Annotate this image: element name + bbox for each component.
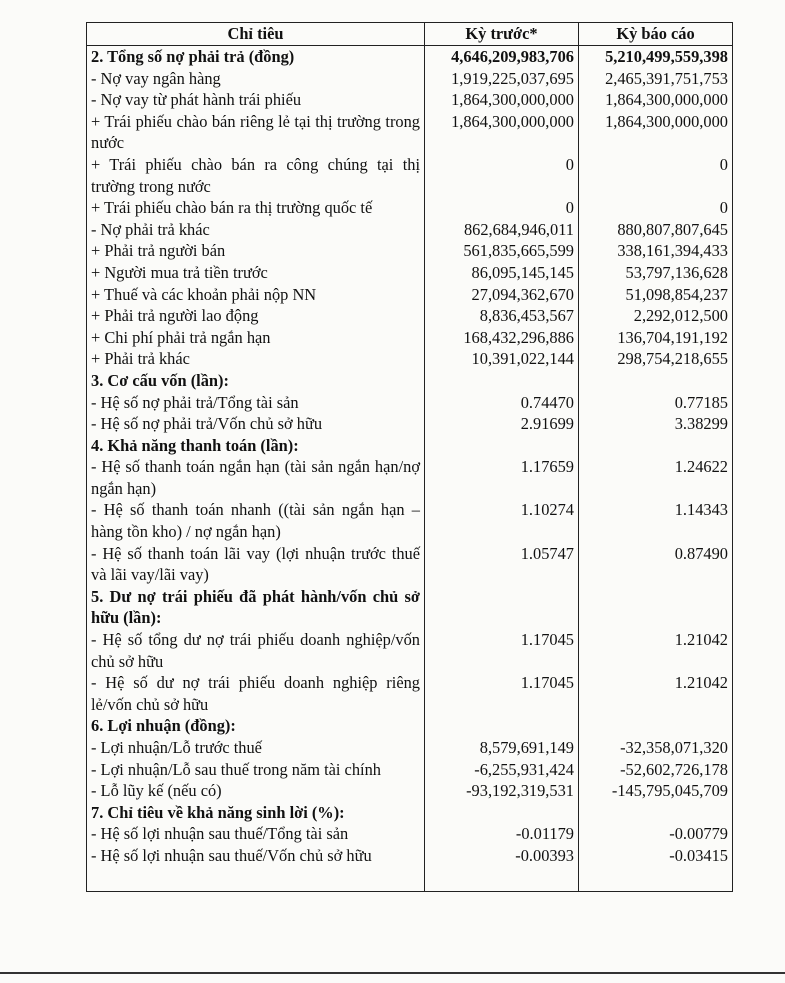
row-previous-value: -0.00393 — [425, 845, 579, 892]
row-previous-value: 561,835,665,599 — [425, 240, 579, 262]
row-current-value — [579, 586, 733, 629]
row-previous-value — [425, 802, 579, 824]
row-current-value: 3.38299 — [579, 413, 733, 435]
row-label: - Nợ vay ngân hàng — [87, 68, 425, 90]
table-row — [87, 802, 733, 824]
row-previous-value: 0 — [425, 197, 579, 219]
row-current-value: 1,864,300,000,000 — [579, 111, 733, 154]
row-label: + Trái phiếu chào bán riêng lẻ tại thị trường trong nước — [87, 111, 425, 154]
table-row — [87, 46, 733, 68]
table-row — [87, 672, 733, 715]
table-row — [87, 715, 733, 737]
row-current-value: 2,465,391,751,753 — [579, 68, 733, 90]
table-row — [87, 413, 733, 435]
table-row — [87, 68, 733, 90]
table-row — [87, 845, 733, 892]
row-previous-value: 2.91699 — [425, 413, 579, 435]
row-label: 2. Tổng số nợ phải trả (đồng) — [87, 46, 425, 68]
row-current-value: 298,754,218,655 — [579, 348, 733, 370]
row-current-value: 136,704,191,192 — [579, 327, 733, 349]
row-label: - Hệ số lợi nhuận sau thuế/Vốn chủ sở hữu — [87, 845, 425, 892]
row-current-value: 51,098,854,237 — [579, 284, 733, 306]
row-current-value: -0.00779 — [579, 823, 733, 845]
row-current-value — [579, 802, 733, 824]
table-row — [87, 370, 733, 392]
table-row — [87, 240, 733, 262]
row-label: 4. Khả năng thanh toán (lần): — [87, 435, 425, 457]
row-label: + Phải trả người bán — [87, 240, 425, 262]
row-label: - Lỗ lũy kế (nếu có) — [87, 780, 425, 802]
table-row — [87, 737, 733, 759]
table-row — [87, 327, 733, 349]
row-previous-value: 8,579,691,149 — [425, 737, 579, 759]
table-row — [87, 759, 733, 781]
table-row — [87, 543, 733, 586]
row-current-value: -32,358,071,320 — [579, 737, 733, 759]
row-previous-value: 1,919,225,037,695 — [425, 68, 579, 90]
row-label: + Phải trả khác — [87, 348, 425, 370]
row-current-value: 2,292,012,500 — [579, 305, 733, 327]
table-row — [87, 823, 733, 845]
table-row — [87, 456, 733, 499]
row-current-value: -52,602,726,178 — [579, 759, 733, 781]
table-row — [87, 392, 733, 414]
row-current-value: 0 — [579, 154, 733, 197]
header-previous-period: Kỳ trước* — [425, 23, 579, 46]
row-current-value: 880,807,807,645 — [579, 219, 733, 241]
table-row — [87, 435, 733, 457]
table-header — [87, 23, 733, 46]
row-label: + Thuế và các khoản phải nộp NN — [87, 284, 425, 306]
row-previous-value: 10,391,022,144 — [425, 348, 579, 370]
financial-indicators-table — [86, 22, 733, 892]
row-label: - Hệ số thanh toán lãi vay (lợi nhuận trước thuế và lãi vay/lãi vay) — [87, 543, 425, 586]
row-previous-value: 1,864,300,000,000 — [425, 111, 579, 154]
table-row — [87, 111, 733, 154]
row-label: - Lợi nhuận/Lỗ sau thuế trong năm tài chính — [87, 759, 425, 781]
table-row — [87, 499, 733, 542]
row-previous-value: 1.05747 — [425, 543, 579, 586]
table-row — [87, 284, 733, 306]
table-row — [87, 89, 733, 111]
row-label: - Nợ phải trả khác — [87, 219, 425, 241]
table-row — [87, 586, 733, 629]
row-previous-value: 1.17659 — [425, 456, 579, 499]
table-row — [87, 780, 733, 802]
page-bottom-rule — [0, 972, 785, 974]
row-label: - Hệ số thanh toán ngắn hạn (tài sản ngắn hạn/nợ ngắn hạn) — [87, 456, 425, 499]
table-row — [87, 219, 733, 241]
row-previous-value: 4,646,209,983,706 — [425, 46, 579, 68]
row-label: - Hệ số lợi nhuận sau thuế/Tổng tài sản — [87, 823, 425, 845]
table-row — [87, 197, 733, 219]
row-current-value: 1.21042 — [579, 629, 733, 672]
row-current-value: 1,864,300,000,000 — [579, 89, 733, 111]
row-label: - Hệ số thanh toán nhanh ((tài sản ngắn hạn – hàng tồn kho) / nợ ngắn hạn) — [87, 499, 425, 542]
row-previous-value: -6,255,931,424 — [425, 759, 579, 781]
row-current-value: 0.87490 — [579, 543, 733, 586]
row-previous-value: 0 — [425, 154, 579, 197]
row-label: 5. Dư nợ trái phiếu đã phát hành/vốn chủ sở hữu (lần): — [87, 586, 425, 629]
row-label: - Nợ vay từ phát hành trái phiếu — [87, 89, 425, 111]
row-label: - Hệ số dư nợ trái phiếu doanh nghiệp riêng lẻ/vốn chủ sở hữu — [87, 672, 425, 715]
row-previous-value: 1,864,300,000,000 — [425, 89, 579, 111]
row-current-value: -145,795,045,709 — [579, 780, 733, 802]
table-row — [87, 305, 733, 327]
row-label: 7. Chỉ tiêu về khả năng sinh lời (%): — [87, 802, 425, 824]
row-previous-value: 8,836,453,567 — [425, 305, 579, 327]
row-current-value: -0.03415 — [579, 845, 733, 892]
row-current-value: 0 — [579, 197, 733, 219]
row-current-value: 1.24622 — [579, 456, 733, 499]
row-label: - Lợi nhuận/Lỗ trước thuế — [87, 737, 425, 759]
row-previous-value: -93,192,319,531 — [425, 780, 579, 802]
row-previous-value: -0.01179 — [425, 823, 579, 845]
table-row — [87, 348, 733, 370]
table-row — [87, 629, 733, 672]
row-previous-value: 1.17045 — [425, 672, 579, 715]
row-previous-value: 862,684,946,011 — [425, 219, 579, 241]
row-previous-value: 27,094,362,670 — [425, 284, 579, 306]
row-label: + Người mua trả tiền trước — [87, 262, 425, 284]
row-label: + Phải trả người lao động — [87, 305, 425, 327]
row-previous-value — [425, 586, 579, 629]
row-label: + Trái phiếu chào bán ra thị trường quốc tế — [87, 197, 425, 219]
row-current-value — [579, 435, 733, 457]
row-current-value — [579, 715, 733, 737]
table-body — [87, 46, 733, 892]
row-previous-value: 86,095,145,145 — [425, 262, 579, 284]
row-previous-value: 168,432,296,886 — [425, 327, 579, 349]
row-label: - Hệ số nợ phải trả/Vốn chủ sở hữu — [87, 413, 425, 435]
row-current-value: 5,210,499,559,398 — [579, 46, 733, 68]
table-row — [87, 262, 733, 284]
row-previous-value — [425, 715, 579, 737]
row-current-value: 338,161,394,433 — [579, 240, 733, 262]
row-current-value: 1.21042 — [579, 672, 733, 715]
row-current-value: 53,797,136,628 — [579, 262, 733, 284]
row-previous-value: 1.17045 — [425, 629, 579, 672]
row-label: 6. Lợi nhuận (đồng): — [87, 715, 425, 737]
row-previous-value: 0.74470 — [425, 392, 579, 414]
row-label: 3. Cơ cấu vốn (lần): — [87, 370, 425, 392]
row-previous-value — [425, 435, 579, 457]
row-previous-value: 1.10274 — [425, 499, 579, 542]
header-indicator: Chỉ tiêu — [87, 23, 425, 46]
header-reporting-period: Kỳ báo cáo — [579, 23, 733, 46]
row-label: + Trái phiếu chào bán ra công chúng tại thị trường trong nước — [87, 154, 425, 197]
row-current-value — [579, 370, 733, 392]
row-previous-value — [425, 370, 579, 392]
row-current-value: 1.14343 — [579, 499, 733, 542]
row-label: - Hệ số tổng dư nợ trái phiếu doanh nghiệp/vốn chủ sở hữu — [87, 629, 425, 672]
row-label: + Chi phí phải trả ngắn hạn — [87, 327, 425, 349]
row-label: - Hệ số nợ phải trả/Tổng tài sản — [87, 392, 425, 414]
row-current-value: 0.77185 — [579, 392, 733, 414]
table-row — [87, 154, 733, 197]
